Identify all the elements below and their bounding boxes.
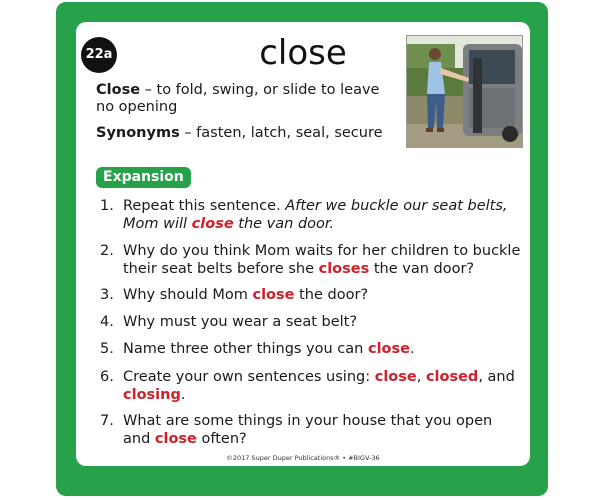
question-text: [123, 197, 524, 233]
definition: [96, 82, 396, 116]
question-text-segment: Repeat this sentence.: [123, 198, 286, 214]
question-text-segment: After we buckle our seat belts, Mom will: [123, 198, 508, 232]
definition-block: [96, 82, 396, 142]
question-number: 5.: [100, 341, 114, 357]
question-number: 6.: [100, 369, 114, 385]
synonyms-label: Synonyms: [96, 125, 180, 141]
question-text-segment: , and: [478, 369, 515, 385]
question-number: 3.: [100, 287, 114, 303]
question-text-segment: .: [409, 341, 415, 357]
question-text-segment: Why must you wear a seat belt?: [123, 314, 358, 330]
question-item: [100, 286, 524, 304]
question-item: [100, 313, 524, 331]
highlighted-word: close: [154, 431, 197, 447]
question-text-segment: Create your own sentences using:: [123, 369, 375, 385]
question-text: [123, 368, 524, 404]
question-text-segment: Why should Mom: [123, 287, 253, 303]
question-text: [123, 313, 524, 331]
highlighted-word: close: [191, 216, 234, 232]
synonyms: [96, 125, 396, 142]
synonyms-text: – fasten, latch, seal, secure: [179, 125, 383, 141]
highlighted-word: closed: [425, 369, 479, 385]
question-text-segment: the door?: [294, 287, 369, 303]
question-text: [123, 412, 524, 448]
question-number: 1.: [100, 198, 114, 214]
woman-closing-van-door-photo: [406, 35, 523, 148]
highlighted-word: close: [252, 287, 295, 303]
question-text-segment: What are some things in your house that you open and: [123, 413, 493, 447]
question-text-segment: often?: [196, 431, 247, 447]
card-face: [76, 22, 530, 466]
definition-text: – to fold, swing, or slide to leave no opening: [96, 82, 380, 115]
question-text-segment: the van door?: [369, 261, 475, 277]
question-text-segment: Name three other things you can: [123, 341, 368, 357]
question-text-segment: ,: [416, 369, 426, 385]
question-item: [100, 340, 524, 358]
copyright-footer: ©2017 Super Duper Publications® • #BIGV-36: [226, 454, 380, 462]
question-text: [123, 286, 524, 304]
question-text-segment: the van door.: [233, 216, 335, 232]
question-item: [100, 242, 524, 278]
highlighted-word: close: [374, 369, 417, 385]
expansion-label: Expansion: [96, 167, 191, 188]
question-item: [100, 412, 524, 448]
question-number: 7.: [100, 413, 114, 429]
question-number: 4.: [100, 314, 114, 330]
vocabulary-card: [56, 2, 548, 496]
question-item: [100, 368, 524, 404]
question-number: 2.: [100, 243, 114, 259]
card-number-badge: 22a: [81, 37, 117, 73]
highlighted-word: closing: [123, 387, 181, 403]
vocabulary-word: close: [259, 33, 347, 73]
question-text: [123, 340, 524, 358]
question-text-segment: Why do you think Mom waits for her children to buckle their seat belts before she: [123, 243, 521, 277]
highlighted-word: close: [367, 341, 410, 357]
question-text: [123, 242, 524, 278]
question-item: [100, 197, 524, 233]
definition-term: Close: [96, 82, 141, 98]
highlighted-word: closes: [318, 261, 370, 277]
question-text-segment: .: [180, 387, 186, 403]
